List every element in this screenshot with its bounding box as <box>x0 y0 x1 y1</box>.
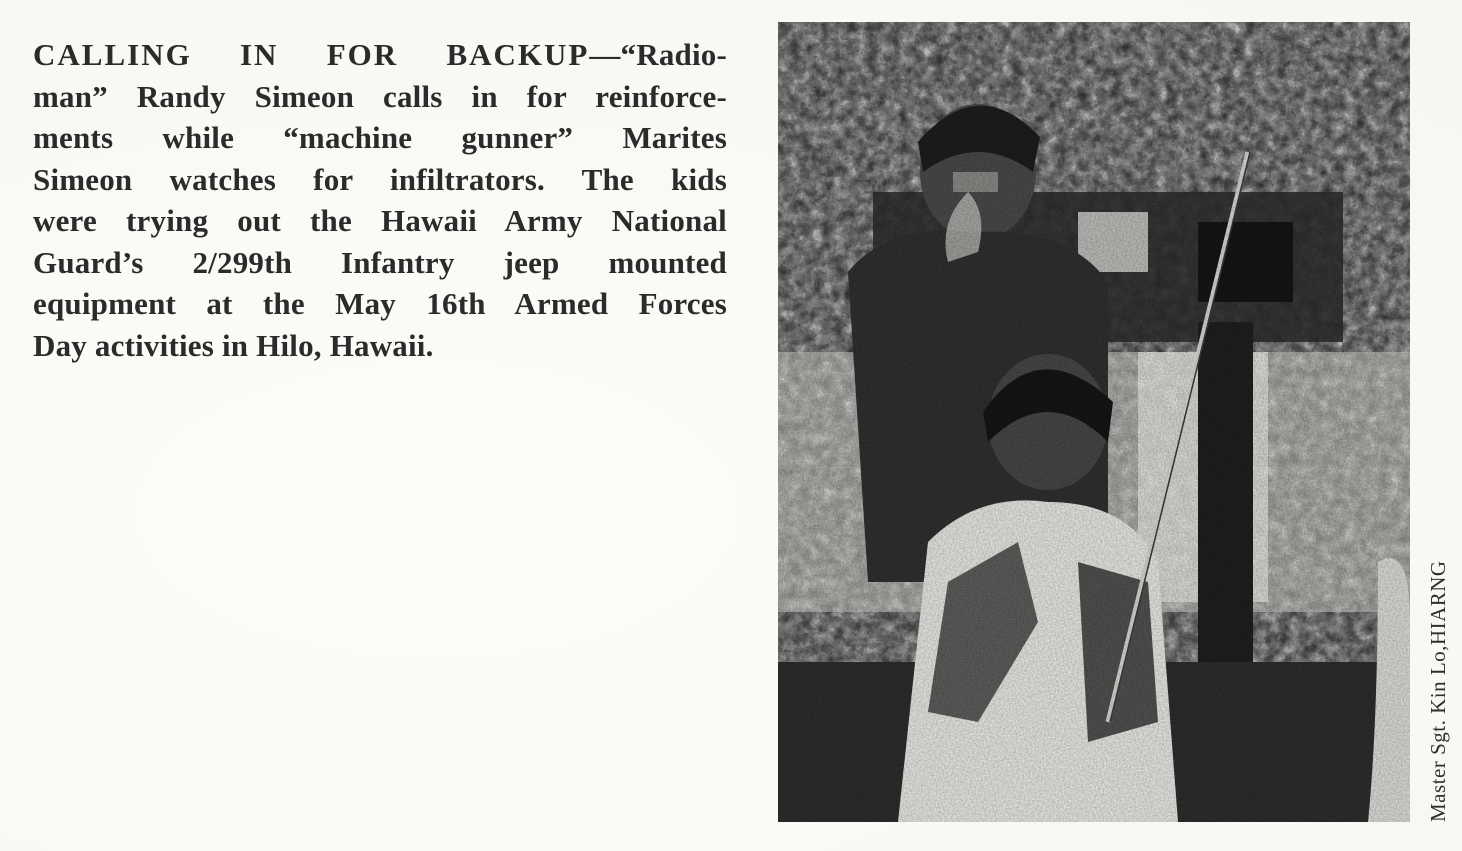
news-photo <box>778 22 1410 822</box>
photo-credit: Master Sgt. Kin Lo,HIARNG <box>1426 560 1450 822</box>
caption-line-1 <box>33 34 727 76</box>
caption-line-7: equipment at the May 16th Armed Forces <box>33 286 727 321</box>
caption-line-6: Guard’s 2/299th Infantry jeep mounted <box>33 244 727 280</box>
caption-line-8: Day activities in Hilo, Hawaii. <box>33 327 434 363</box>
caption-headline: CALLING IN FOR BACKUP <box>33 37 590 72</box>
caption-line-1-text: —“Radio- <box>589 37 727 72</box>
caption-line-4: Simeon watches for infiltrators. The kids <box>33 161 727 197</box>
caption-line-2: man” Randy Simeon calls in for reinforce- <box>33 78 727 114</box>
photo-caption <box>33 34 727 366</box>
caption-line-5: were trying out the Hawaii Army National <box>33 203 727 238</box>
caption-line-3: ments while “machine gunner” Marites <box>33 120 727 155</box>
